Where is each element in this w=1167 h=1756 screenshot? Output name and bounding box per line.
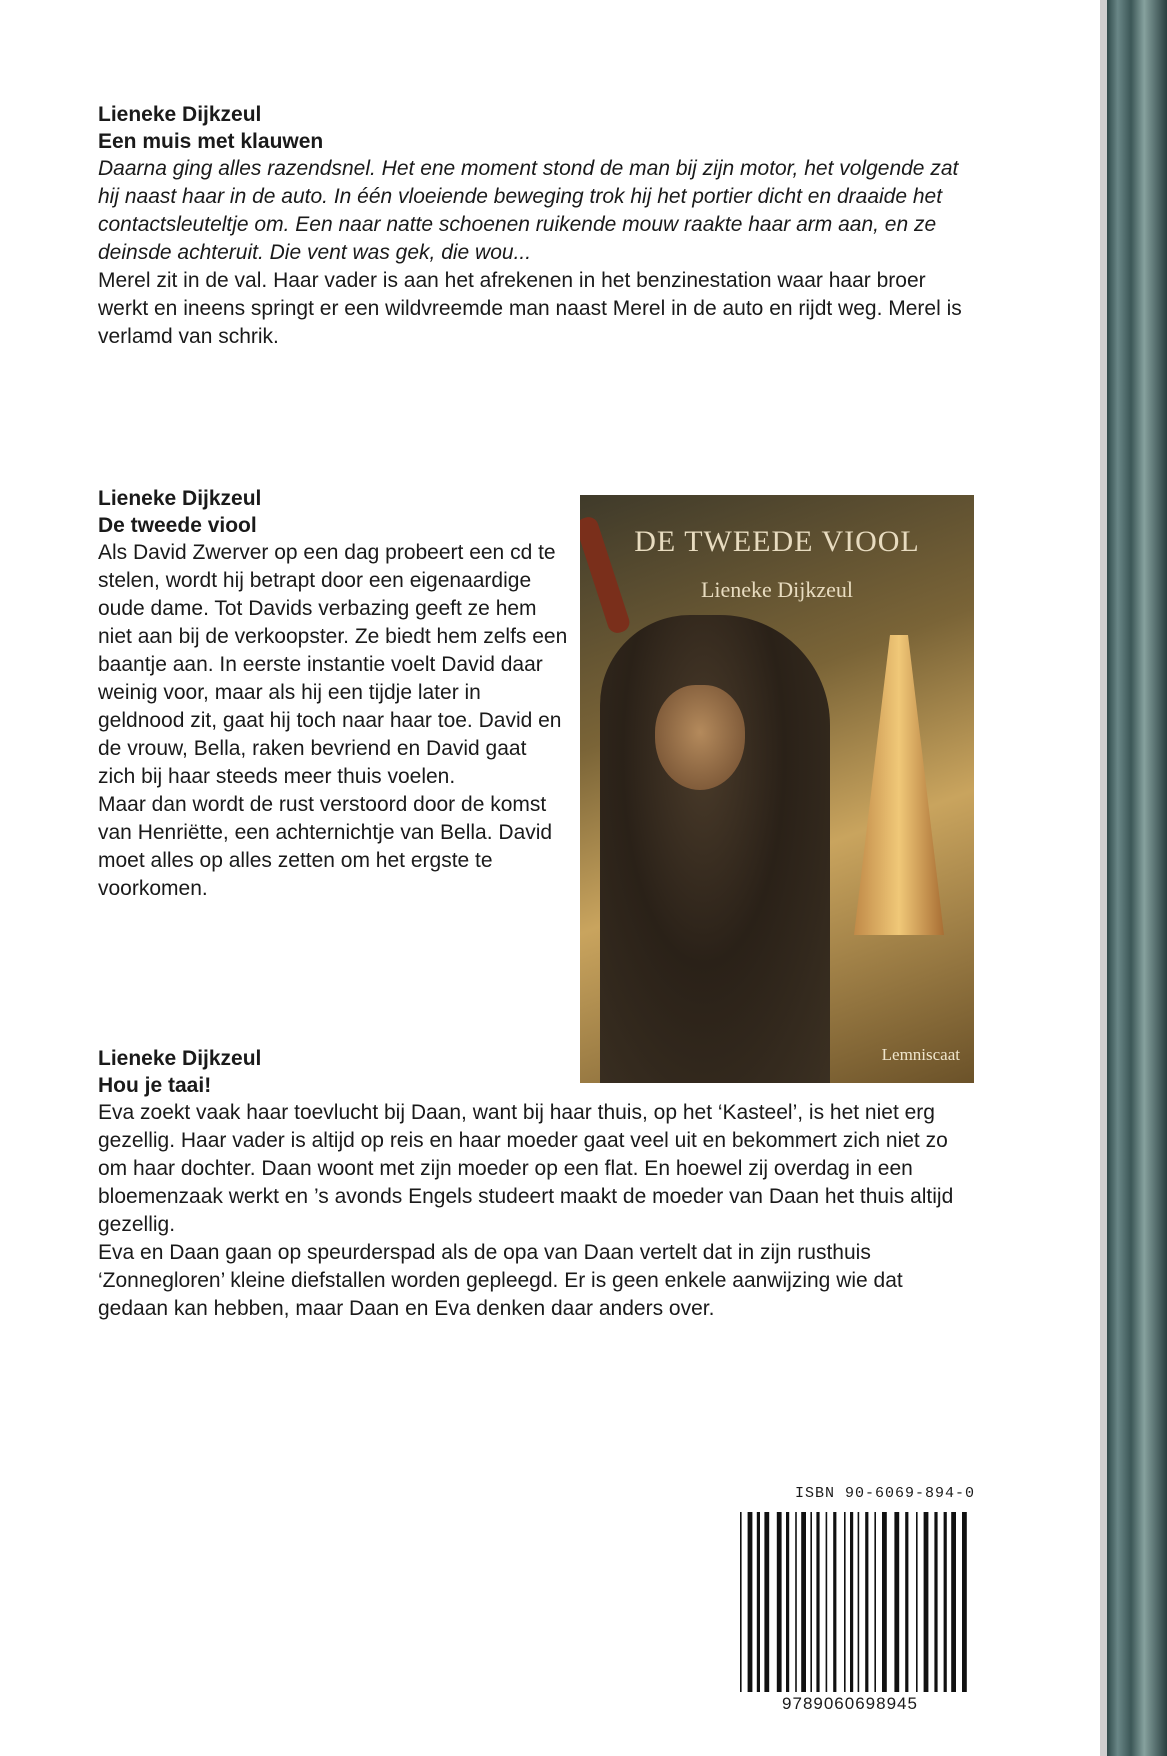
- barcode-bar: [858, 1512, 860, 1692]
- barcode-bar: [874, 1512, 876, 1692]
- cover-author: Lieneke Dijkzeul: [700, 577, 854, 602]
- barcode-bar: [795, 1512, 797, 1692]
- cover-illustration-face: [655, 685, 745, 790]
- book-blurb-hou-je-taai: [98, 1045, 978, 1323]
- barcode-bar: [740, 1512, 742, 1692]
- barcode-bar: [962, 1512, 967, 1692]
- blurb-summary: Merel zit in de val. Haar vader is aan het afrekenen in het benzinestation waar haar broer werkt en ineens springt er een wildvreemde man naast Merel in de auto en rijdt weg. Merel is verlamd van schrik.: [98, 269, 962, 348]
- isbn-label: ISBN 90-6069-894-0: [794, 1485, 975, 1502]
- barcode-icon: [740, 1512, 974, 1692]
- barcode-number: 9789060698945: [782, 1694, 918, 1713]
- blurb-author: Lieneke Dijkzeul: [98, 103, 262, 126]
- blurb-title: Hou je taai!: [98, 1074, 212, 1097]
- blurb-author: Lieneke Dijkzeul: [98, 487, 262, 510]
- cover-illustration-boy: [600, 615, 830, 1083]
- barcode-bar: [810, 1512, 812, 1692]
- barcode-bar: [916, 1512, 918, 1692]
- blurb-author: Lieneke Dijkzeul: [98, 1047, 262, 1070]
- barcode-bar: [924, 1512, 929, 1692]
- barcode-bar: [944, 1512, 947, 1692]
- barcode-bar: [757, 1512, 760, 1692]
- barcode-bar: [894, 1512, 899, 1692]
- blurb-excerpt: Daarna ging alles razendsnel. Het ene moment stond de man bij zijn motor, het volgende zat hij naast haar in de auto. In één vloeiende beweging trok hij het portier dicht en draaide het contactsleuteltje om. Een naar natte schoenen ruikende mouw raakte haar arm aan, en ze deinsde achteruit. Die vent was gek, die wou...: [98, 157, 959, 264]
- barcode-bar: [816, 1512, 819, 1692]
- blurb-title: De tweede viool: [98, 514, 257, 537]
- page-edge: [1100, 0, 1107, 1756]
- book-spine: [1107, 0, 1167, 1756]
- blurb-summary-continued: Maar dan wordt de rust verstoord door de komst van Henriëtte, een achternichtje van Bella. David moet alles op alles zetten om het ergste te voorkomen.: [98, 793, 553, 900]
- cover-publisher: Lemniscaat: [881, 1045, 960, 1064]
- cover-title: DE TWEEDE VIOOL: [634, 525, 920, 558]
- blurb-summary-continued: Eva en Daan gaan op speurderspad als de opa van Daan vertelt dat in zijn rusthuis ‘Zonnegloren’ kleine diefstallen worden gepleegd. Er is geen enkele aanwijzing wie dat gedaan kan hebben, maar Daan en Eva denken daar anders over.: [98, 1241, 903, 1320]
- blurb-summary: Als David Zwerver op een dag probeert een cd te stelen, wordt hij betrapt door een eigenaardige oude dame. Tot Davids verbazing geeft ze hem niet aan bij de verkoopster. Ze biedt hem zelfs een baantje aan. In eerste instantie voelt David daar weinig voor, maar als hij een tijdje later in geldnood zit, gaat hij toch naar haar toe. David en de vrouw, Bella, raken bevriend en David gaat zich bij haar steeds meer thuis voelen.: [98, 541, 568, 788]
- barcode-bar: [826, 1512, 828, 1692]
- barcode-bar: [786, 1512, 789, 1692]
- barcode-bar: [844, 1512, 846, 1692]
- barcode-bar: [748, 1512, 753, 1692]
- barcode-bar: [850, 1512, 853, 1692]
- barcode-bar: [951, 1512, 956, 1692]
- blurb-summary: Eva zoekt vaak haar toevlucht bij Daan, want bij haar thuis, op het ‘Kasteel’, is het niet erg gezellig. Haar vader is altijd op reis en haar moeder gaat veel uit en bekommert zich niet zo om haar dochter. Daan woont met zijn moeder op een flat. En hoewel zij overdag in een bloemenzaak werkt en ’s avonds Engels studeert maakt de moeder van Daan het thuis altijd gezellig.: [98, 1101, 954, 1236]
- book-blurb-de-tweede-viool: [98, 485, 568, 903]
- barcode-bar: [833, 1512, 836, 1692]
- cover-image-de-tweede-viool: [580, 495, 974, 1083]
- barcode-bar: [777, 1512, 782, 1692]
- book-blurb-een-muis-met-klauwen: [98, 101, 978, 351]
- barcode-bar: [882, 1512, 887, 1692]
- barcode-bar: [905, 1512, 908, 1692]
- barcode-bar: [934, 1512, 937, 1692]
- barcode-bar: [865, 1512, 868, 1692]
- barcode-bar: [801, 1512, 806, 1692]
- barcode-bar: [764, 1512, 769, 1692]
- lamp-icon: [854, 635, 944, 935]
- blurb-title: Een muis met klauwen: [98, 130, 324, 153]
